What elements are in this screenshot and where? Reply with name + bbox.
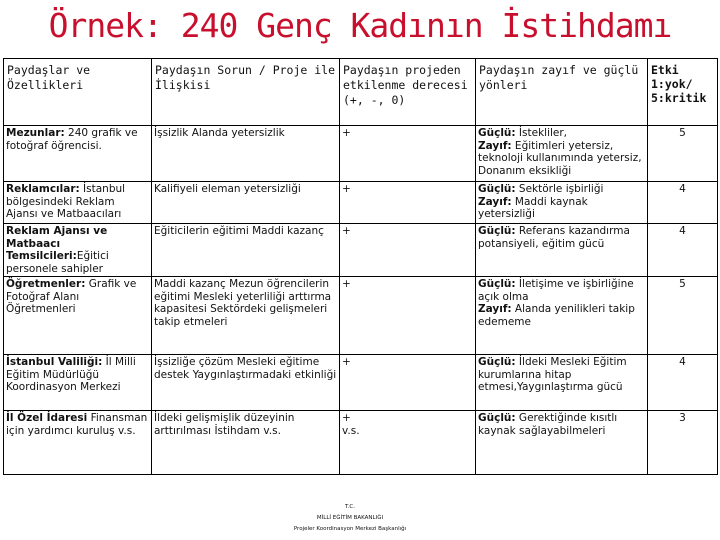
impact-cell: + v.s. bbox=[340, 411, 476, 475]
relation-cell: Maddi kazanç Mezun öğrencilerin eğitimi Mesleki yeterliliği arttırma kapasitesi Sektördeki gelişmeleri takip etmeleri bbox=[152, 277, 340, 355]
relation-cell: Kalifiyeli eleman yetersizliği bbox=[152, 182, 340, 224]
impact-cell: + bbox=[340, 355, 476, 411]
effect-cell: 5 bbox=[648, 277, 718, 355]
stakeholder-table bbox=[3, 58, 718, 475]
effect-cell: 5 bbox=[648, 126, 718, 182]
table-row bbox=[4, 182, 718, 224]
strength-cell: Güçlü: Sektörle işbirliği Zayıf: Maddi kaynak yetersizliği bbox=[476, 182, 648, 224]
table-row bbox=[4, 277, 718, 355]
table-row bbox=[4, 355, 718, 411]
header-relation: Paydaşın Sorun / Proje ile İlişkisi bbox=[152, 59, 340, 126]
stakeholder-cell: Reklamcılar: İstanbul bölgesindeki Reklam Ajansı ve Matbaacıları bbox=[4, 182, 152, 224]
strength-cell: Güçlü: İstekliler, Zayıf: Eğitimleri yetersiz, teknoloji kullanımında yetersiz, Donanım eksikliği bbox=[476, 126, 648, 182]
stakeholder-cell: Öğretmenler: Grafik ve Fotoğraf Alanı Öğretmenleri bbox=[4, 277, 152, 355]
effect-cell: 4 bbox=[648, 182, 718, 224]
header-impact-degree: Paydaşın projeden etkilenme derecesi (+, -, 0) bbox=[340, 59, 476, 126]
strength-cell: Güçlü: İletişime ve işbirliğine açık olma Zayıf: Alanda yenilikleri takip edememe bbox=[476, 277, 648, 355]
relation-cell: Eğiticilerin eğitimi Maddi kazanç bbox=[152, 224, 340, 277]
ministry-footer bbox=[250, 502, 450, 535]
relation-cell: İşsizlik Alanda yetersizlik bbox=[152, 126, 340, 182]
strength-cell: Güçlü: İldeki Mesleki Eğitim kurumlarına hitap etmesi,Yaygınlaştırma gücü bbox=[476, 355, 648, 411]
impact-cell: + bbox=[340, 126, 476, 182]
footer-line-center: Projeler Koordinasyon Merkezi Başkanlığı bbox=[293, 526, 407, 532]
strength-cell: Güçlü: Referans kazandırma potansiyeli, eğitim gücü bbox=[476, 224, 648, 277]
table-row bbox=[4, 224, 718, 277]
page-title: Örnek: 240 Genç Kadının İstihdamı bbox=[48, 6, 672, 45]
effect-cell: 4 bbox=[648, 355, 718, 411]
table-header-row bbox=[4, 59, 718, 126]
impact-cell: + bbox=[340, 182, 476, 224]
stakeholder-cell: Reklam Ajansı ve Matbaacı Temsilcileri:Eğitici personele sahipler bbox=[4, 224, 152, 277]
table-row bbox=[4, 411, 718, 475]
impact-cell: + bbox=[340, 277, 476, 355]
footer-line-tc: T.C. bbox=[344, 504, 356, 510]
strength-cell: Güçlü: Gerektiğinde kısıtlı kaynak sağlayabilmeleri bbox=[476, 411, 648, 475]
header-strengths-weaknesses: Paydaşın zayıf ve güçlü yönleri bbox=[476, 59, 648, 126]
effect-cell: 4 bbox=[648, 224, 718, 277]
stakeholder-cell: Mezunlar: 240 grafik ve fotoğraf öğrencisi. bbox=[4, 126, 152, 182]
stakeholder-cell: İl Özel İdaresi Finansman için yardımcı kuruluş v.s. bbox=[4, 411, 152, 475]
table-row bbox=[4, 126, 718, 182]
relation-cell: İşsizliğe çözüm Mesleki eğitime destek Yaygınlaştırmadaki etkinliği bbox=[152, 355, 340, 411]
header-effect: Etki 1:yok/ 5:kritik bbox=[648, 59, 718, 126]
effect-cell: 3 bbox=[648, 411, 718, 475]
header-stakeholders: Paydaşlar ve Özellikleri bbox=[4, 59, 152, 126]
footer-line-ministry: MİLLİ EĞİTİM BAKANLIĞI bbox=[316, 515, 384, 521]
relation-cell: İldeki gelişmişlik düzeyinin arttırılması İstihdam v.s. bbox=[152, 411, 340, 475]
impact-cell: + bbox=[340, 224, 476, 277]
stakeholder-cell: İstanbul Valiliği: İl Milli Eğitim Müdürlüğü Koordinasyon Merkezi bbox=[4, 355, 152, 411]
